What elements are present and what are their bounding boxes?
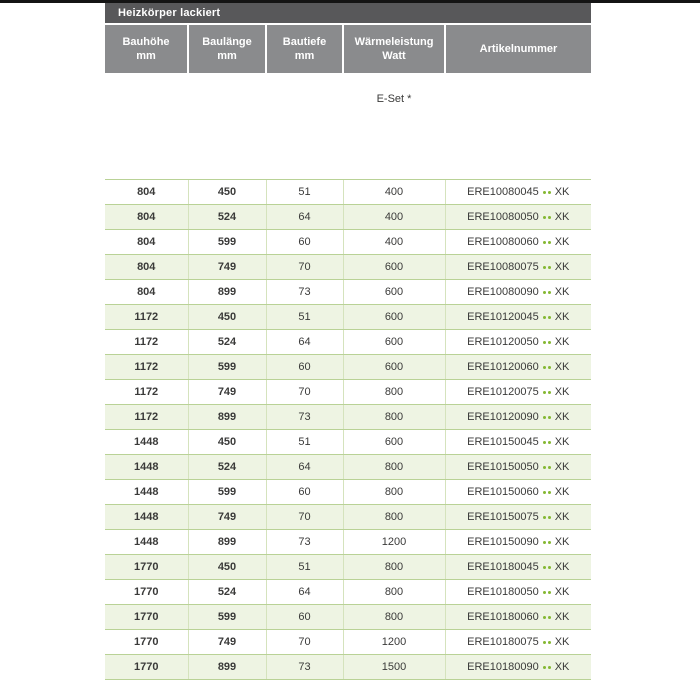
artikel-suffix: XK: [554, 485, 570, 498]
cell-watt: 800: [343, 454, 445, 479]
cell-bauhoehe: 1448: [105, 504, 188, 529]
cell-watt: 600: [343, 329, 445, 354]
cell-watt: 400: [343, 204, 445, 229]
artikel-suffix: XK: [554, 285, 570, 298]
column-unit: mm: [217, 50, 237, 62]
column-label: Bauhöhe: [122, 36, 170, 48]
cell-artikelnummer: [445, 354, 591, 379]
cell-bauhoehe: 1770: [105, 604, 188, 629]
table-title-band: Heizkörper lackiert: [105, 3, 591, 23]
cell-baulaenge: 524: [188, 454, 266, 479]
color-variant-dots-icon: [542, 210, 552, 222]
cell-artikelnummer: [445, 254, 591, 279]
cell-watt: 600: [343, 354, 445, 379]
color-variant-dots-icon: [542, 235, 552, 247]
color-variant-dots-icon: [542, 610, 552, 622]
table-row: [105, 329, 591, 354]
table-row: [105, 479, 591, 504]
color-variant-dots-icon: [542, 360, 552, 372]
column-label: Artikelnummer: [479, 43, 558, 55]
cell-bautiefe: 64: [266, 204, 343, 229]
table-row: [105, 254, 591, 279]
cell-watt: 800: [343, 504, 445, 529]
cell-bautiefe: 73: [266, 279, 343, 304]
cell-bautiefe: 60: [266, 229, 343, 254]
cell-baulaenge: 599: [188, 479, 266, 504]
table-row: [105, 429, 591, 454]
cell-bauhoehe: 804: [105, 279, 188, 304]
artikel-suffix: XK: [554, 610, 570, 623]
cell-artikelnummer: [445, 229, 591, 254]
subheader-area: [105, 73, 591, 179]
artikel-prefix: ERE10080090: [467, 285, 539, 298]
cell-bautiefe: 64: [266, 454, 343, 479]
artikel-prefix: ERE10150060: [467, 485, 539, 498]
color-variant-dots-icon: [542, 660, 552, 672]
cell-watt: 600: [343, 304, 445, 329]
cell-artikelnummer: [445, 529, 591, 554]
cell-watt: 1200: [343, 529, 445, 554]
artikel-prefix: ERE10120090: [467, 410, 539, 423]
table-row: [105, 504, 591, 529]
cell-bautiefe: 60: [266, 354, 343, 379]
cell-artikelnummer: [445, 629, 591, 654]
cell-bautiefe: 73: [266, 529, 343, 554]
artikel-prefix: ERE10080050: [467, 210, 539, 223]
column-header-bautiefe: [266, 25, 343, 73]
artikel-prefix: ERE10080060: [467, 235, 539, 248]
cell-bauhoehe: 1770: [105, 554, 188, 579]
radiator-spec-table: [105, 25, 591, 680]
cell-artikelnummer: [445, 604, 591, 629]
table-row: [105, 604, 591, 629]
cell-bauhoehe: 1172: [105, 329, 188, 354]
artikel-suffix: XK: [554, 310, 570, 323]
cell-bautiefe: 60: [266, 479, 343, 504]
cell-bautiefe: 73: [266, 404, 343, 429]
cell-watt: 800: [343, 479, 445, 504]
cell-bautiefe: 70: [266, 629, 343, 654]
cell-bauhoehe: 1172: [105, 379, 188, 404]
cell-baulaenge: 599: [188, 354, 266, 379]
artikel-prefix: ERE10150045: [467, 435, 539, 448]
cell-baulaenge: 450: [188, 179, 266, 204]
cell-bautiefe: 70: [266, 254, 343, 279]
artikel-prefix: ERE10120050: [467, 335, 539, 348]
column-header-artikelnummer: [445, 25, 591, 73]
cell-bauhoehe: 804: [105, 179, 188, 204]
column-header-waermeleistung: [343, 25, 445, 73]
cell-bauhoehe: 1770: [105, 629, 188, 654]
catalog-table-section: [105, 3, 591, 680]
cell-artikelnummer: [445, 479, 591, 504]
cell-watt: 800: [343, 404, 445, 429]
table-row: [105, 229, 591, 254]
cell-bauhoehe: 1770: [105, 654, 188, 679]
cell-bautiefe: 51: [266, 429, 343, 454]
cell-baulaenge: 899: [188, 529, 266, 554]
cell-baulaenge: 749: [188, 629, 266, 654]
cell-baulaenge: 899: [188, 404, 266, 429]
artikel-prefix: ERE10180075: [467, 635, 539, 648]
artikel-prefix: ERE10150090: [467, 535, 539, 548]
subheader-row: [105, 73, 591, 179]
artikel-suffix: XK: [554, 410, 570, 423]
cell-baulaenge: 749: [188, 254, 266, 279]
cell-bautiefe: 51: [266, 304, 343, 329]
subheader-empty-cell: [105, 73, 188, 179]
subheader-empty-cell: [266, 73, 343, 179]
column-unit: mm: [294, 50, 315, 62]
table-body: [105, 179, 591, 679]
table-row: [105, 654, 591, 679]
cell-bautiefe: 70: [266, 504, 343, 529]
color-variant-dots-icon: [542, 635, 552, 647]
subheader-empty-cell: [445, 73, 591, 179]
artikel-prefix: ERE10180060: [467, 610, 539, 623]
color-variant-dots-icon: [542, 285, 552, 297]
cell-artikelnummer: [445, 454, 591, 479]
color-variant-dots-icon: [542, 510, 552, 522]
artikel-prefix: ERE10120075: [467, 385, 539, 398]
artikel-prefix: ERE10180090: [467, 660, 539, 673]
artikel-prefix: ERE10080075: [467, 260, 539, 273]
cell-bauhoehe: 1448: [105, 529, 188, 554]
table-row: [105, 629, 591, 654]
cell-watt: 800: [343, 379, 445, 404]
artikel-suffix: XK: [554, 635, 570, 648]
table-row: [105, 179, 591, 204]
cell-artikelnummer: [445, 504, 591, 529]
cell-artikelnummer: [445, 579, 591, 604]
artikel-suffix: XK: [554, 560, 570, 573]
artikel-suffix: XK: [554, 385, 570, 398]
cell-baulaenge: 599: [188, 604, 266, 629]
cell-baulaenge: 524: [188, 204, 266, 229]
artikel-suffix: XK: [554, 185, 570, 198]
table-row: [105, 279, 591, 304]
table-row: [105, 554, 591, 579]
cell-bautiefe: 73: [266, 654, 343, 679]
cell-artikelnummer: [445, 379, 591, 404]
cell-artikelnummer: [445, 404, 591, 429]
cell-watt: 600: [343, 279, 445, 304]
cell-watt: 800: [343, 554, 445, 579]
color-variant-dots-icon: [542, 260, 552, 272]
color-variant-dots-icon: [542, 335, 552, 347]
artikel-suffix: XK: [554, 585, 570, 598]
color-variant-dots-icon: [542, 385, 552, 397]
cell-bauhoehe: 804: [105, 254, 188, 279]
artikel-suffix: XK: [554, 435, 570, 448]
cell-baulaenge: 450: [188, 429, 266, 454]
artikel-suffix: XK: [554, 260, 570, 273]
column-label: Bautiefe: [282, 36, 327, 48]
cell-bautiefe: 51: [266, 179, 343, 204]
cell-watt: 800: [343, 579, 445, 604]
cell-bautiefe: 64: [266, 329, 343, 354]
artikel-suffix: XK: [554, 335, 570, 348]
table-row: [105, 404, 591, 429]
table-row: [105, 354, 591, 379]
column-label: Wärmeleistung: [354, 36, 434, 48]
cell-bauhoehe: 1448: [105, 454, 188, 479]
color-variant-dots-icon: [542, 585, 552, 597]
color-variant-dots-icon: [542, 485, 552, 497]
column-unit: Watt: [382, 50, 406, 62]
table-header-row: [105, 25, 591, 73]
artikel-prefix: ERE10180045: [467, 560, 539, 573]
column-unit: mm: [136, 50, 156, 62]
cell-artikelnummer: [445, 654, 591, 679]
cell-bautiefe: 51: [266, 554, 343, 579]
cell-watt: 1500: [343, 654, 445, 679]
color-variant-dots-icon: [542, 185, 552, 197]
cell-watt: 600: [343, 254, 445, 279]
artikel-suffix: XK: [554, 660, 570, 673]
color-variant-dots-icon: [542, 410, 552, 422]
table-row: [105, 379, 591, 404]
cell-baulaenge: 599: [188, 229, 266, 254]
cell-baulaenge: 524: [188, 329, 266, 354]
artikel-prefix: ERE10150050: [467, 460, 539, 473]
cell-artikelnummer: [445, 429, 591, 454]
subheader-empty-cell: [188, 73, 266, 179]
artikel-prefix: ERE10180050: [467, 585, 539, 598]
cell-baulaenge: 749: [188, 504, 266, 529]
cell-bautiefe: 60: [266, 604, 343, 629]
artikel-prefix: ERE10120045: [467, 310, 539, 323]
color-variant-dots-icon: [542, 560, 552, 572]
cell-bauhoehe: 1770: [105, 579, 188, 604]
cell-bauhoehe: 1172: [105, 404, 188, 429]
cell-baulaenge: 899: [188, 279, 266, 304]
cell-baulaenge: 450: [188, 304, 266, 329]
artikel-prefix: ERE10080045: [467, 185, 539, 198]
artikel-suffix: XK: [554, 360, 570, 373]
cell-bauhoehe: 804: [105, 229, 188, 254]
cell-bauhoehe: 1448: [105, 479, 188, 504]
table-row: [105, 529, 591, 554]
eset-label: E-Set *: [343, 73, 445, 179]
color-variant-dots-icon: [542, 310, 552, 322]
cell-artikelnummer: [445, 329, 591, 354]
table-row: [105, 204, 591, 229]
table-row: [105, 579, 591, 604]
column-header-bauhoehe: [105, 25, 188, 73]
cell-bauhoehe: 1172: [105, 304, 188, 329]
table-row: [105, 304, 591, 329]
cell-bautiefe: 70: [266, 379, 343, 404]
cell-watt: 400: [343, 179, 445, 204]
artikel-suffix: XK: [554, 535, 570, 548]
cell-watt: 600: [343, 429, 445, 454]
column-header-baulaenge: [188, 25, 266, 73]
table-row: [105, 454, 591, 479]
cell-artikelnummer: [445, 179, 591, 204]
cell-artikelnummer: [445, 204, 591, 229]
cell-bauhoehe: 1172: [105, 354, 188, 379]
artikel-suffix: XK: [554, 210, 570, 223]
column-label: Baulänge: [202, 36, 252, 48]
color-variant-dots-icon: [542, 460, 552, 472]
cell-baulaenge: 524: [188, 579, 266, 604]
cell-watt: 1200: [343, 629, 445, 654]
cell-bauhoehe: 1448: [105, 429, 188, 454]
cell-artikelnummer: [445, 554, 591, 579]
cell-bautiefe: 64: [266, 579, 343, 604]
artikel-prefix: ERE10120060: [467, 360, 539, 373]
artikel-prefix: ERE10150075: [467, 510, 539, 523]
cell-artikelnummer: [445, 304, 591, 329]
cell-baulaenge: 749: [188, 379, 266, 404]
artikel-suffix: XK: [554, 510, 570, 523]
artikel-suffix: XK: [554, 235, 570, 248]
cell-watt: 400: [343, 229, 445, 254]
cell-baulaenge: 450: [188, 554, 266, 579]
color-variant-dots-icon: [542, 535, 552, 547]
color-variant-dots-icon: [542, 435, 552, 447]
artikel-suffix: XK: [554, 460, 570, 473]
cell-watt: 800: [343, 604, 445, 629]
cell-baulaenge: 899: [188, 654, 266, 679]
cell-bauhoehe: 804: [105, 204, 188, 229]
cell-artikelnummer: [445, 279, 591, 304]
